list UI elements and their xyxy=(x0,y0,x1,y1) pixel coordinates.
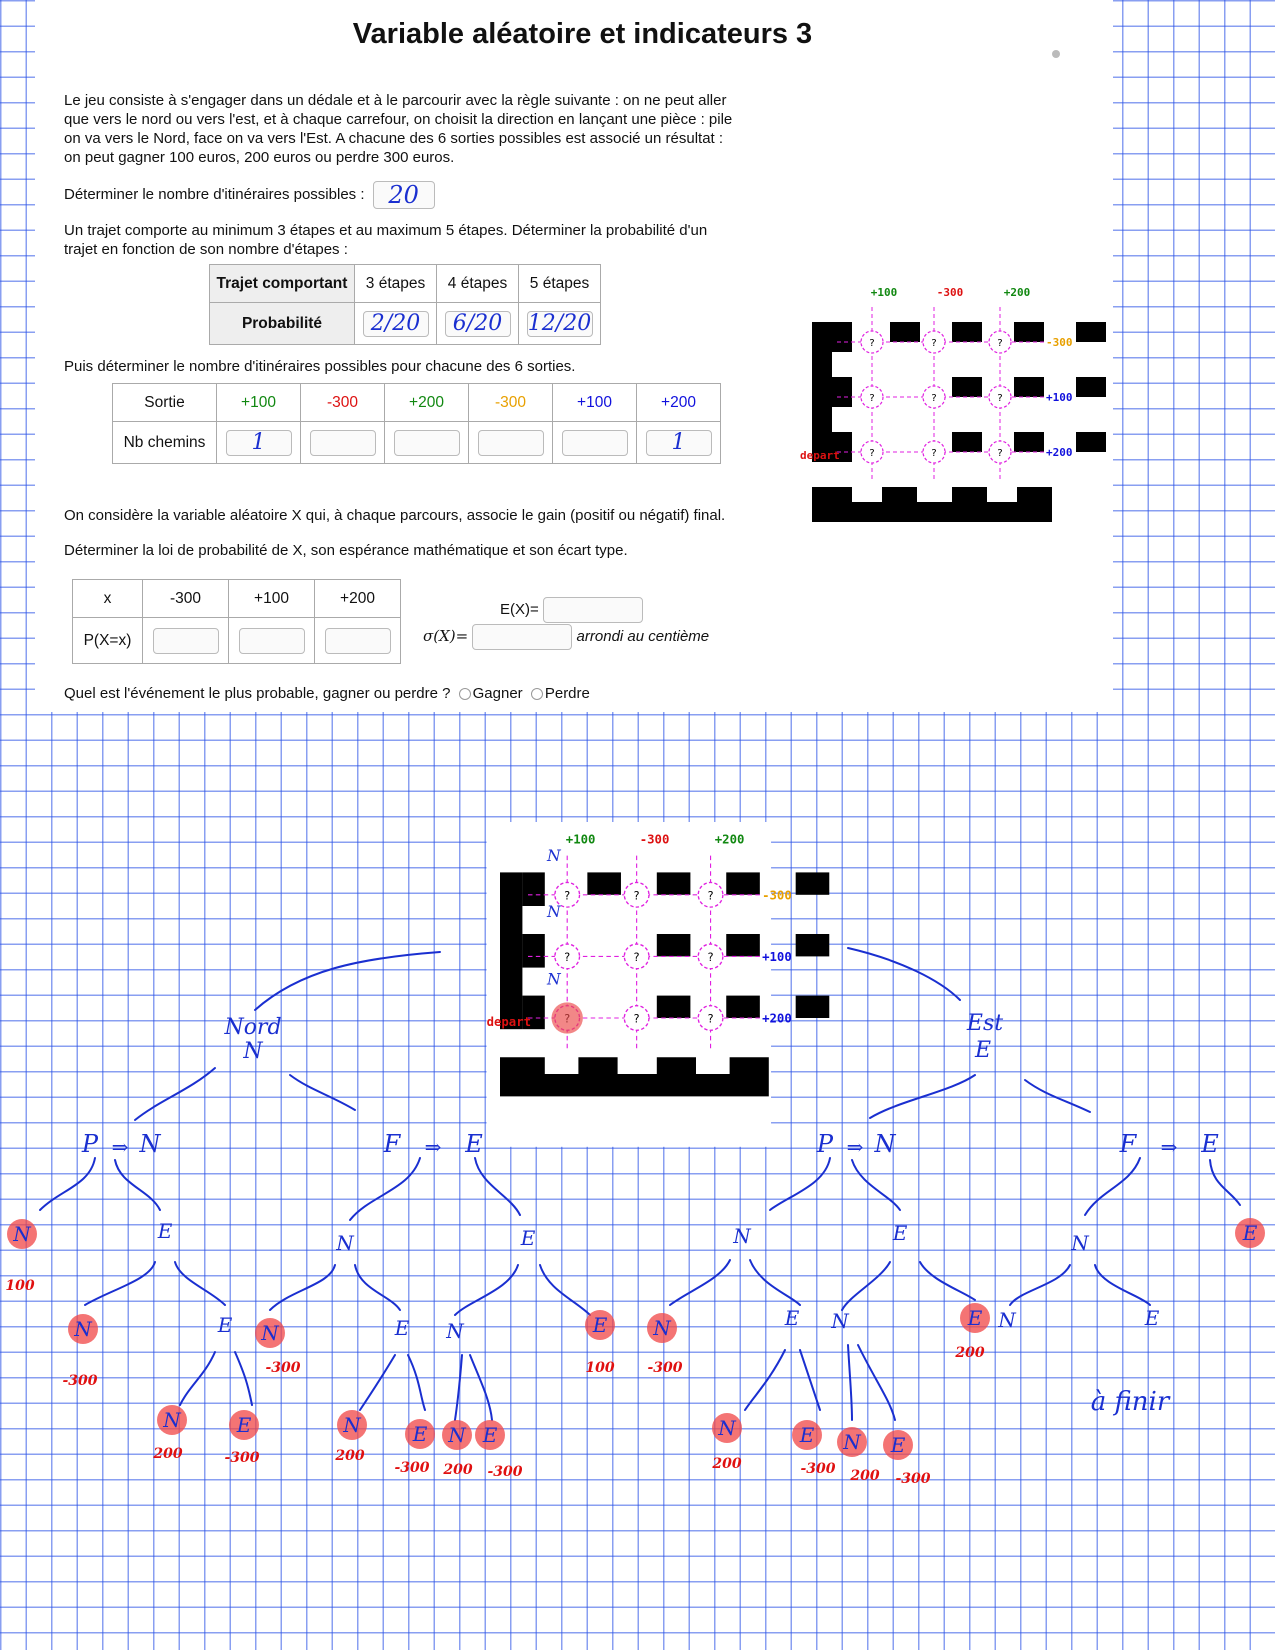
handwritten-label: E xyxy=(217,1313,233,1337)
tree-branch xyxy=(540,1265,590,1315)
maze-junction-label: ? xyxy=(931,338,937,349)
maze-background xyxy=(800,277,1054,567)
event-label: Quel est l'événement le plus probable, gagner ou perdre ? xyxy=(64,685,451,702)
maze-block xyxy=(796,872,830,894)
maze-junction-label: ? xyxy=(869,448,875,459)
handwritten-n: N xyxy=(547,902,561,922)
steps-line: Un trajet comporte au minimum 3 étapes et au maximum 5 étapes. Déterminer la probabilité d'un xyxy=(64,222,708,239)
leaf-letter: E xyxy=(482,1423,498,1447)
intro-line: que vers le nord ou vers l'est, et à chaque carrefour, on choisit la direction en lançant une pièce : pile xyxy=(64,111,733,128)
leaf-gain-label: 200 xyxy=(712,1456,742,1472)
tree-branch xyxy=(920,1262,975,1300)
intro-line: on va vers le Nord, face on va vers l'Est. A chacune des 6 sorties possibles est associé un résultat : xyxy=(64,130,724,147)
tree-branch xyxy=(858,1345,895,1420)
maze-block xyxy=(1014,322,1044,342)
tree-root-n: N xyxy=(243,1039,263,1064)
steps-line: trajet en fonction de son nombre d'étapes : xyxy=(64,241,348,258)
prob-5-steps-field[interactable]: 12/20 xyxy=(527,310,592,336)
maze-right-exit-label: -300 xyxy=(762,888,792,903)
maze-block xyxy=(657,934,691,956)
table-row-label: Nb chemins xyxy=(113,422,217,464)
stddev-label: σ(X)= xyxy=(423,626,469,645)
table-header-cell: 4 étapes xyxy=(437,265,519,303)
routes-label: Déterminer le nombre d'itinéraires possibles : xyxy=(64,185,365,203)
tree-branch xyxy=(115,1160,160,1210)
maze-top-exit-label: +100 xyxy=(565,832,596,847)
maze-block xyxy=(657,872,691,894)
handwritten-label: N xyxy=(1071,1231,1089,1255)
tree-dir-n: N xyxy=(139,1130,161,1158)
maze-block xyxy=(952,322,982,342)
maze-top-exit-label: +200 xyxy=(1003,286,1031,299)
tree-branch xyxy=(852,1160,900,1210)
routes-answer-field[interactable]: 20 xyxy=(373,181,435,209)
exit-value-cell: +100 xyxy=(217,384,301,422)
maze-junction-label: ? xyxy=(869,338,875,349)
expectation-label: E(X)= xyxy=(500,600,539,618)
tree-arrow: ⇒ xyxy=(424,1135,442,1159)
leaf-gain-label: -300 xyxy=(895,1471,931,1487)
leaf-gain-label: 200 xyxy=(850,1468,880,1484)
leaf-letter: E xyxy=(799,1423,815,1447)
maze-junction-label: ? xyxy=(997,393,1003,404)
tree-root-north: Nord xyxy=(224,1015,282,1040)
leaf-gain-label: 200 xyxy=(335,1448,365,1464)
tree-branch xyxy=(180,1352,215,1405)
maze-junction-label: ? xyxy=(869,393,875,404)
handwritten-label: N xyxy=(733,1224,751,1248)
maze-block xyxy=(726,872,760,894)
maze-start-label: depart xyxy=(800,449,840,462)
tree-branch xyxy=(455,1355,462,1420)
maze-right-exit-label: +200 xyxy=(762,1011,792,1026)
tree-coin-p: P xyxy=(81,1130,99,1158)
maze-wall xyxy=(500,872,522,1029)
option-perdre-label: Perdre xyxy=(544,685,590,702)
leaf-letter: N xyxy=(718,1416,736,1440)
leaf-letter: N xyxy=(343,1413,361,1437)
maze-junction-label: ? xyxy=(997,338,1003,349)
handwritten-label: N xyxy=(831,1309,849,1333)
question-law: Déterminer la loi de probabilité de X, son espérance mathématique et son écart type. xyxy=(64,542,628,559)
maze-figure xyxy=(800,277,1106,567)
tree-root-e: E xyxy=(974,1038,992,1063)
maze-junction-label: ? xyxy=(997,448,1003,459)
tree-branch xyxy=(1095,1265,1150,1305)
exit-value-cell: +200 xyxy=(385,384,469,422)
maze-top-exit-label: -300 xyxy=(936,286,964,299)
maze-figure xyxy=(487,822,830,1147)
tree-branch xyxy=(270,1265,335,1310)
option-gagner-label: Gagner xyxy=(472,685,523,702)
maze-block xyxy=(952,432,982,452)
maze-block xyxy=(890,322,920,342)
maze-block xyxy=(796,996,830,1018)
note-a-finir: à finir xyxy=(1090,1387,1170,1417)
maze-block xyxy=(796,934,830,956)
rounding-note: arrondi au centième xyxy=(576,627,710,645)
table-header-cell: 5 étapes xyxy=(519,265,601,303)
maze-junction-label: ? xyxy=(564,950,571,964)
leaf-gain-label: -300 xyxy=(224,1450,260,1466)
table-row-label: Probabilité xyxy=(210,303,355,345)
maze-top-exit-label: +100 xyxy=(870,286,898,299)
leaf-letter: E xyxy=(1242,1221,1258,1245)
handwritten-label: N xyxy=(336,1231,354,1255)
tree-branch xyxy=(235,1352,252,1405)
maze-junction-label: ? xyxy=(633,1012,640,1026)
maze-block xyxy=(1014,432,1044,452)
tree-dir-e: E xyxy=(1201,1130,1219,1158)
tree-branch xyxy=(255,952,440,1010)
prob-3-steps-field[interactable]: 2/20 xyxy=(363,311,429,337)
tree-coin-f: F xyxy=(383,1130,401,1158)
leaf-letter: E xyxy=(890,1433,906,1457)
leaf-letter: N xyxy=(13,1222,31,1246)
tree-branch xyxy=(670,1260,730,1305)
maze-block xyxy=(1076,322,1106,342)
maze-background xyxy=(487,822,771,1147)
table-row-label: x xyxy=(73,580,143,618)
tree-branch xyxy=(800,1350,820,1410)
exit-value-cell: +200 xyxy=(637,384,721,422)
maze-block xyxy=(657,996,691,1018)
maze-junction-label: ? xyxy=(931,393,937,404)
leaf-letter: E xyxy=(412,1422,428,1446)
tree-arrow: ⇒ xyxy=(1160,1135,1178,1159)
tree-branch xyxy=(1025,1080,1090,1112)
tree-branch xyxy=(355,1265,400,1310)
leaf-gain-label: -300 xyxy=(647,1360,683,1376)
leaf-letter: N xyxy=(163,1408,181,1432)
maze-junction-label: ? xyxy=(633,950,640,964)
leaf-gain-label: 100 xyxy=(585,1360,615,1376)
tree-arrow: ⇒ xyxy=(846,1135,864,1159)
tree-root-est: Est xyxy=(966,1011,1004,1036)
maze-junction-label: ? xyxy=(931,448,937,459)
maze-right-exit-label: +100 xyxy=(762,949,792,964)
law-value-cell: +100 xyxy=(229,580,315,618)
maze-top-exit-label: -300 xyxy=(639,832,670,847)
handwritten-label: E xyxy=(394,1316,410,1340)
tree-branch xyxy=(135,1068,215,1120)
leaf-gain-label: 200 xyxy=(153,1446,183,1462)
maze-wall xyxy=(832,322,852,352)
maze-block xyxy=(1014,377,1044,397)
page-title: Variable aléatoire et indicateurs 3 xyxy=(352,18,813,50)
maze-block xyxy=(952,377,982,397)
tree-branch xyxy=(1010,1265,1070,1305)
tree-arrow: ⇒ xyxy=(111,1135,129,1159)
maze-top-exit-label: +200 xyxy=(714,832,745,847)
tree-branch xyxy=(408,1355,425,1410)
tree-branch xyxy=(85,1262,155,1305)
maze-block xyxy=(726,934,760,956)
tree-branch xyxy=(175,1262,225,1305)
table-row-label: Sortie xyxy=(113,384,217,422)
leaf-letter: N xyxy=(448,1423,466,1447)
tree-branch xyxy=(745,1350,785,1410)
leaf-letter: E xyxy=(967,1306,983,1330)
maze-block xyxy=(1076,377,1106,397)
tree-branch xyxy=(750,1260,800,1305)
tree-branch xyxy=(1085,1158,1140,1215)
maze-block xyxy=(726,996,760,1018)
paths-count-field[interactable]: 1 xyxy=(646,430,712,456)
maze-wall xyxy=(832,377,852,407)
leaf-letter: N xyxy=(843,1430,861,1454)
handwritten-label: N xyxy=(446,1319,464,1343)
paths-count-field[interactable]: 1 xyxy=(226,430,292,456)
maze-block xyxy=(1076,432,1106,452)
leaf-gain-label: -300 xyxy=(487,1464,523,1480)
tree-branch xyxy=(770,1158,830,1210)
tree-branch xyxy=(455,1265,518,1315)
handwritten-label: E xyxy=(892,1221,908,1245)
tree-branch xyxy=(842,1262,890,1310)
maze-junction-label: ? xyxy=(707,1012,714,1026)
leaf-gain-label: -300 xyxy=(394,1460,430,1476)
leaf-gain-label: -300 xyxy=(62,1373,98,1389)
tree-dir-e: E xyxy=(465,1130,483,1158)
maze-junction-label: ? xyxy=(564,889,571,903)
maze-right-exit-label: +100 xyxy=(1046,391,1073,404)
leaf-letter: E xyxy=(592,1313,608,1337)
tree-coin-f: F xyxy=(1119,1130,1137,1158)
tree-branch xyxy=(870,1075,975,1118)
leaf-gain-label: 100 xyxy=(5,1278,35,1294)
handwritten-label: E xyxy=(520,1226,536,1250)
maze-right-exit-label: -300 xyxy=(1046,336,1073,349)
tree-coin-p: P xyxy=(816,1130,834,1158)
maze-right-exit-label: +200 xyxy=(1046,446,1073,459)
maze-wall xyxy=(522,872,544,906)
table-header-cell: Trajet comportant xyxy=(210,265,355,303)
tree-branch xyxy=(1210,1160,1240,1205)
intro-line: on peut gagner 100 euros, 200 euros ou perdre 300 euros. xyxy=(64,149,455,166)
maze-wall xyxy=(522,934,544,968)
maze-junction-label: ? xyxy=(707,950,714,964)
maze-start-highlight xyxy=(552,1002,583,1033)
maze-wall xyxy=(812,322,832,462)
exit-value-cell: +100 xyxy=(553,384,637,422)
tree-branch xyxy=(470,1355,492,1420)
handwritten-label: E xyxy=(157,1219,173,1243)
leaf-letter: N xyxy=(261,1321,279,1345)
maze-junction-label: ? xyxy=(633,889,640,903)
leaf-gain-label: -300 xyxy=(265,1360,301,1376)
leaf-letter: E xyxy=(236,1413,252,1437)
tree-branch xyxy=(350,1158,420,1220)
tree-branch xyxy=(290,1075,355,1110)
maze-junction-label: ? xyxy=(707,889,714,903)
leaf-gain-label: 200 xyxy=(443,1462,473,1478)
leaf-letter: N xyxy=(653,1316,671,1340)
tree-dir-n: N xyxy=(874,1130,896,1158)
table-header-cell: 3 étapes xyxy=(355,265,437,303)
prob-4-steps-field[interactable]: 6/20 xyxy=(445,311,511,337)
tree-branch xyxy=(475,1158,520,1215)
handwritten-label: E xyxy=(784,1306,800,1330)
handwritten-label: N xyxy=(998,1308,1016,1332)
handwritten-n: N xyxy=(547,969,561,989)
question-variable: On considère la variable aléatoire X qui, à chaque parcours, associe le gain (positif ou négatif) final. xyxy=(64,507,726,524)
tree-branch xyxy=(40,1158,95,1210)
question-exits: Puis déterminer le nombre d'itinéraires possibles pour chacune des 6 sorties. xyxy=(64,358,576,375)
table-row-label: P(X=x) xyxy=(73,618,143,664)
intro-line: Le jeu consiste à s'engager dans un dédale et à le parcourir avec la règle suivante : on ne peut aller xyxy=(64,92,727,109)
tree-branch xyxy=(360,1355,395,1410)
handwritten-n: N xyxy=(547,846,561,866)
exit-value-cell: -300 xyxy=(469,384,553,422)
tree-branch xyxy=(848,1345,852,1420)
exit-value-cell: -300 xyxy=(301,384,385,422)
handwritten-label: E xyxy=(1144,1306,1160,1330)
leaf-gain-label: 200 xyxy=(955,1345,985,1361)
leaf-letter: N xyxy=(74,1317,92,1341)
maze-start-label: depart xyxy=(486,1014,532,1029)
law-value-cell: -300 xyxy=(143,580,229,618)
maze-block xyxy=(587,872,621,894)
leaf-gain-label: -300 xyxy=(800,1461,836,1477)
tree-branch xyxy=(848,948,960,1000)
law-value-cell: +200 xyxy=(315,580,401,618)
